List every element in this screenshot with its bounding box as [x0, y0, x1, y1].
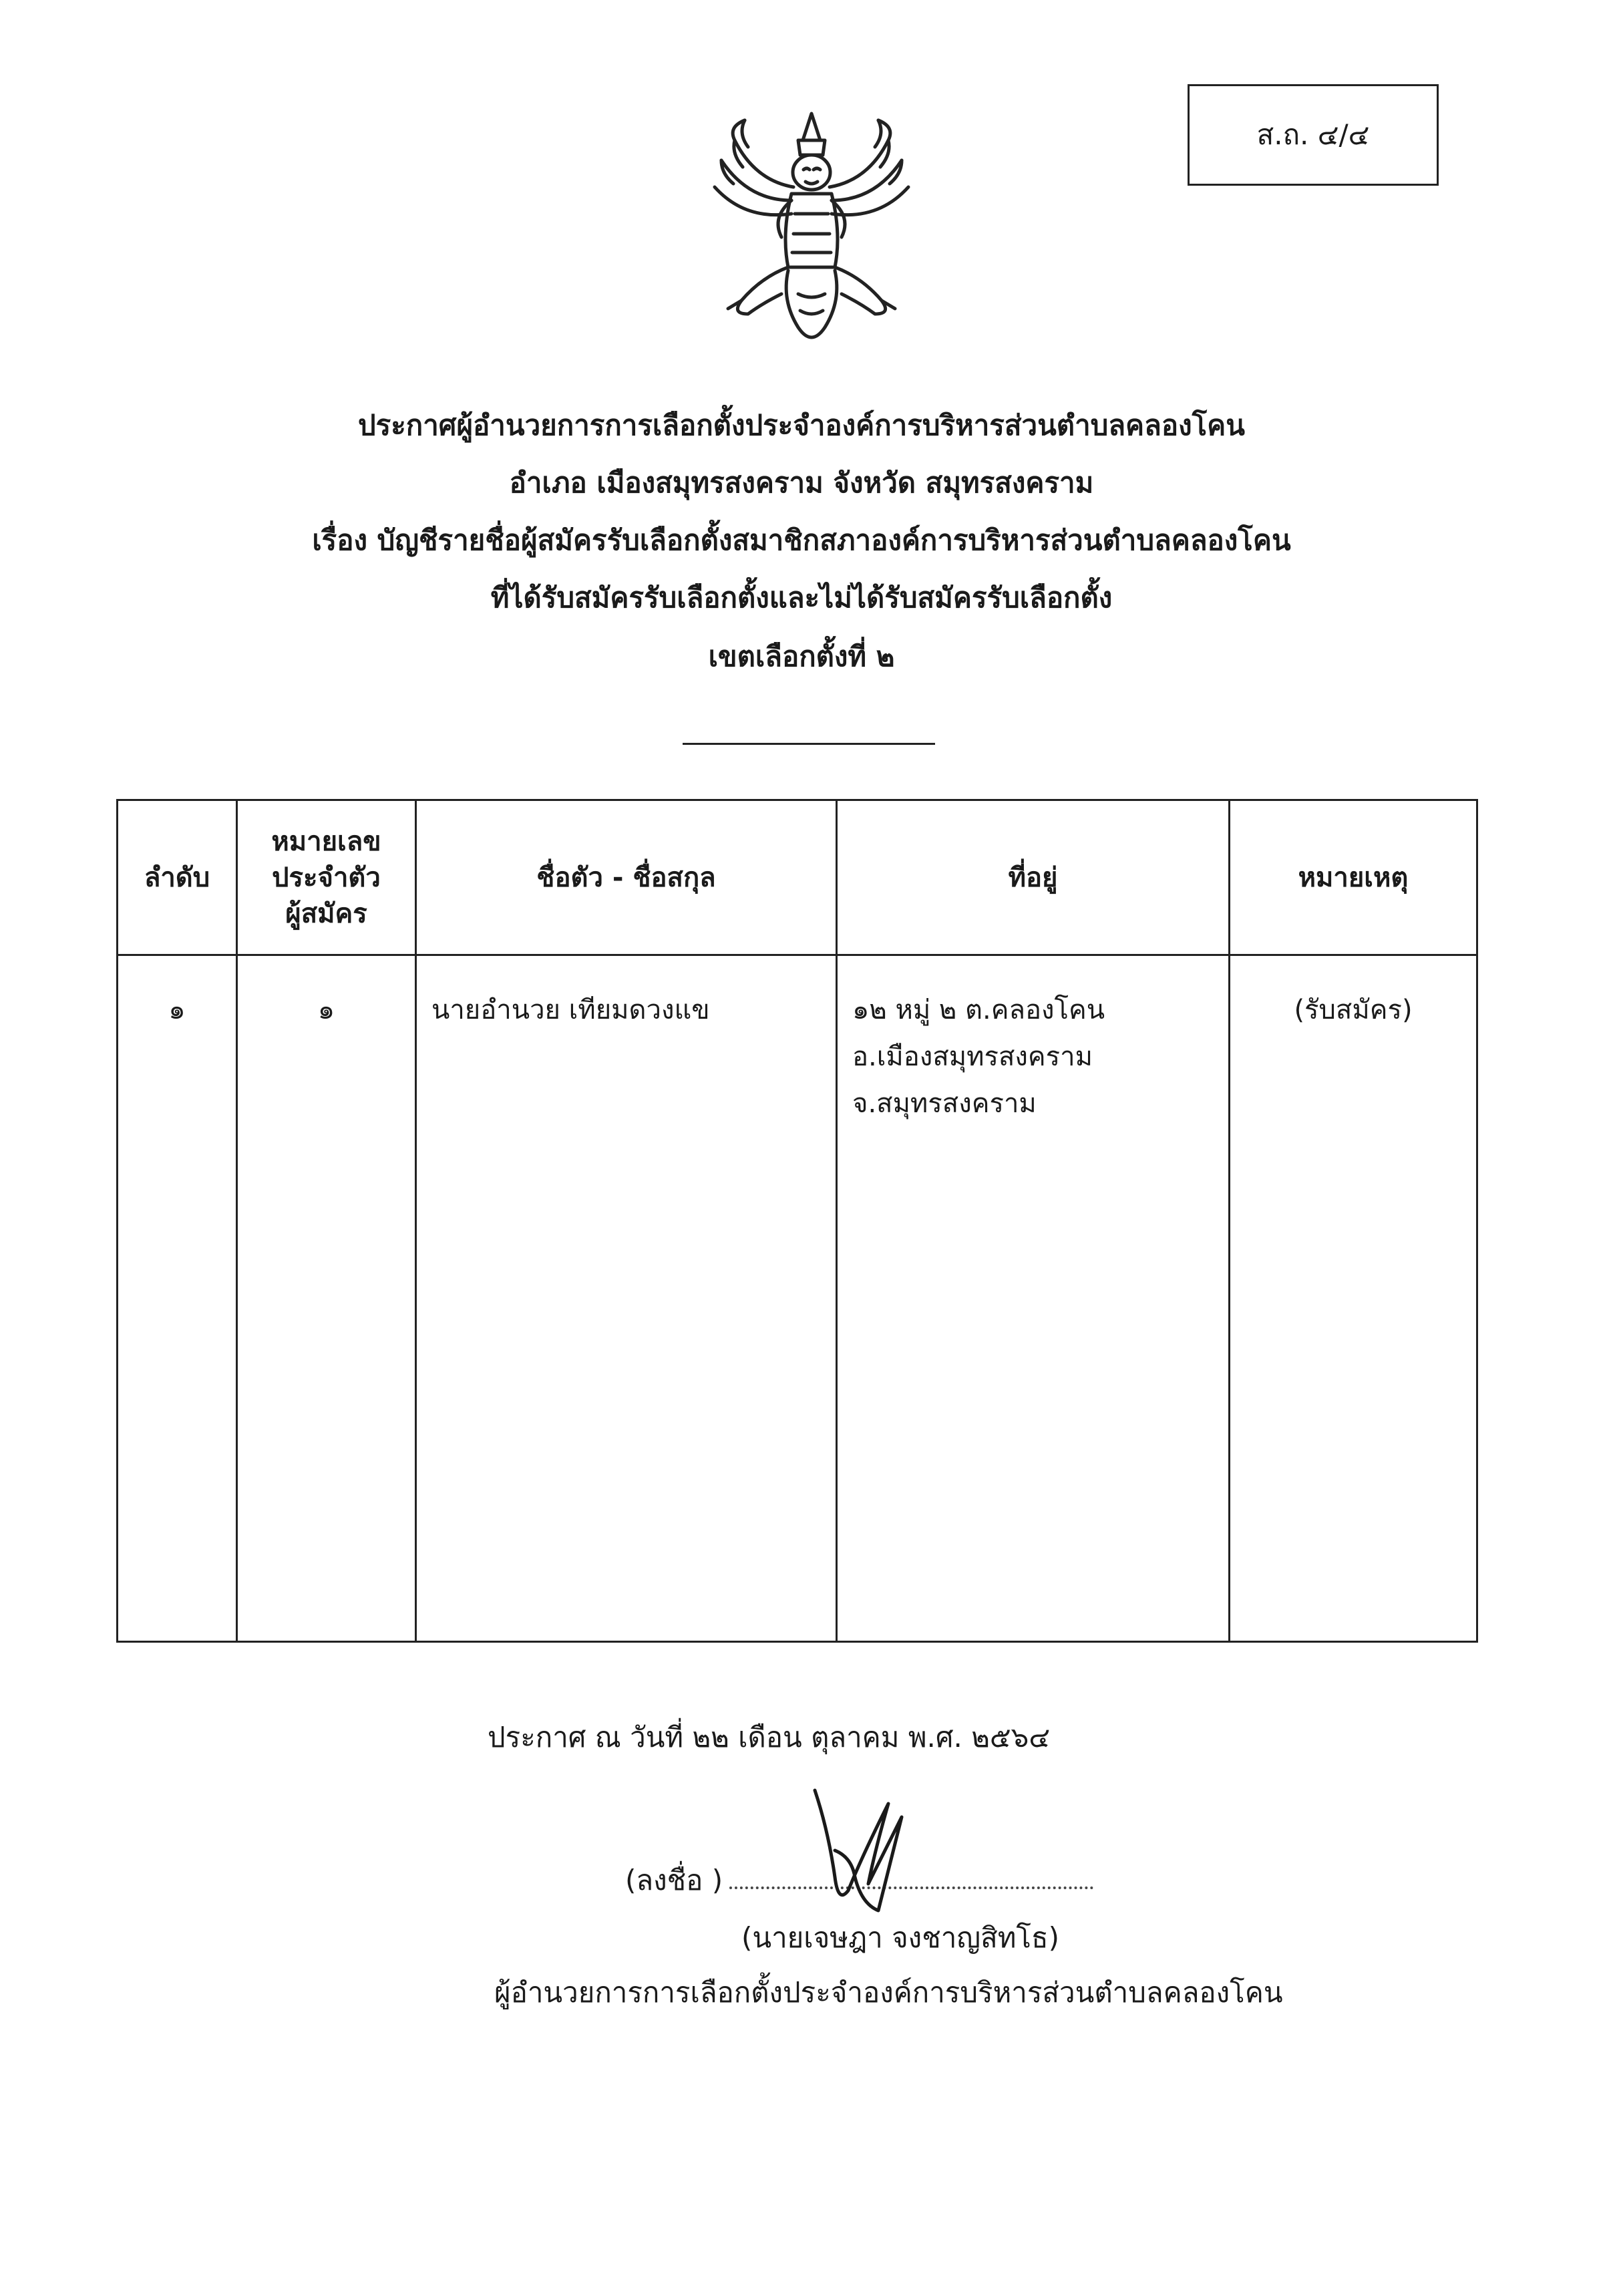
candidate-table	[116, 799, 1478, 1643]
cell-name: นายอำนวย เทียมดวงแข	[416, 955, 837, 1642]
address-line2: อ.เมืองสมุทรสงคราม	[852, 1041, 1093, 1072]
column-header-name: ชื่อตัว - ชื่อสกุล	[416, 800, 837, 955]
signer-position: ผู้อำนวยการการเลือกตั้งประจำองค์การบริหารส่วนตำบลคลองโคน	[494, 1976, 1283, 2009]
cell-order: ๑	[118, 955, 237, 1642]
table-header-row	[118, 800, 1477, 955]
address-line1: ๑๒ หมู่ ๒ ต.คลองโคน	[852, 995, 1105, 1025]
cell-address	[837, 955, 1230, 1642]
column-header-number-line1: หมายเลข	[271, 826, 381, 857]
garuda-emblem-icon	[681, 100, 942, 361]
form-code: ส.ถ. ๔/๔	[1256, 118, 1370, 151]
subject-continuation: ที่ได้รับสมัครรับเลือกตั้งและไม่ได้รับสมัครรับเลือกตั้ง	[490, 581, 1113, 614]
address-line3: จ.สมุทรสงคราม	[852, 1088, 1037, 1119]
cell-number: ๑	[237, 955, 416, 1642]
signature-mark	[788, 1777, 922, 1917]
column-header-remark: หมายเหตุ	[1230, 800, 1477, 955]
electoral-district: เขตเลือกตั้งที่ ๒	[708, 640, 895, 673]
column-header-number	[237, 800, 416, 955]
column-header-order: ลำดับ	[118, 800, 237, 955]
column-header-address: ที่อยู่	[837, 800, 1230, 955]
signer-name: (นายเจษฎา จงชาญสิทโธ)	[741, 1921, 1059, 1954]
signature-prefix: (ลงชื่อ )	[625, 1864, 723, 1897]
announcement-date: ประกาศ ณ วันที่ ๒๒ เดือน ตุลาคม พ.ศ. ๒๕๖๔	[488, 1721, 1051, 1754]
table-row	[118, 955, 1477, 1642]
district-province-line: อำเภอ เมืองสมุทรสงคราม จังหวัด สมุทรสงคราม	[509, 466, 1094, 499]
announcement-title: ประกาศผู้อำนวยการการเลือกตั้งประจำองค์การบริหารส่วนตำบลคลองโคน	[358, 409, 1245, 442]
column-header-number-line2: ประจำตัว	[272, 862, 381, 893]
header-divider	[683, 743, 935, 745]
column-header-number-line3: ผู้สมัคร	[285, 898, 367, 929]
subject-line: เรื่อง บัญชีรายชื่อผู้สมัครรับเลือกตั้งสมาชิกสภาองค์การบริหารส่วนตำบลคลองโคน	[312, 524, 1291, 556]
cell-remark: (รับสมัคร)	[1230, 955, 1477, 1642]
form-code-box	[1188, 84, 1439, 186]
